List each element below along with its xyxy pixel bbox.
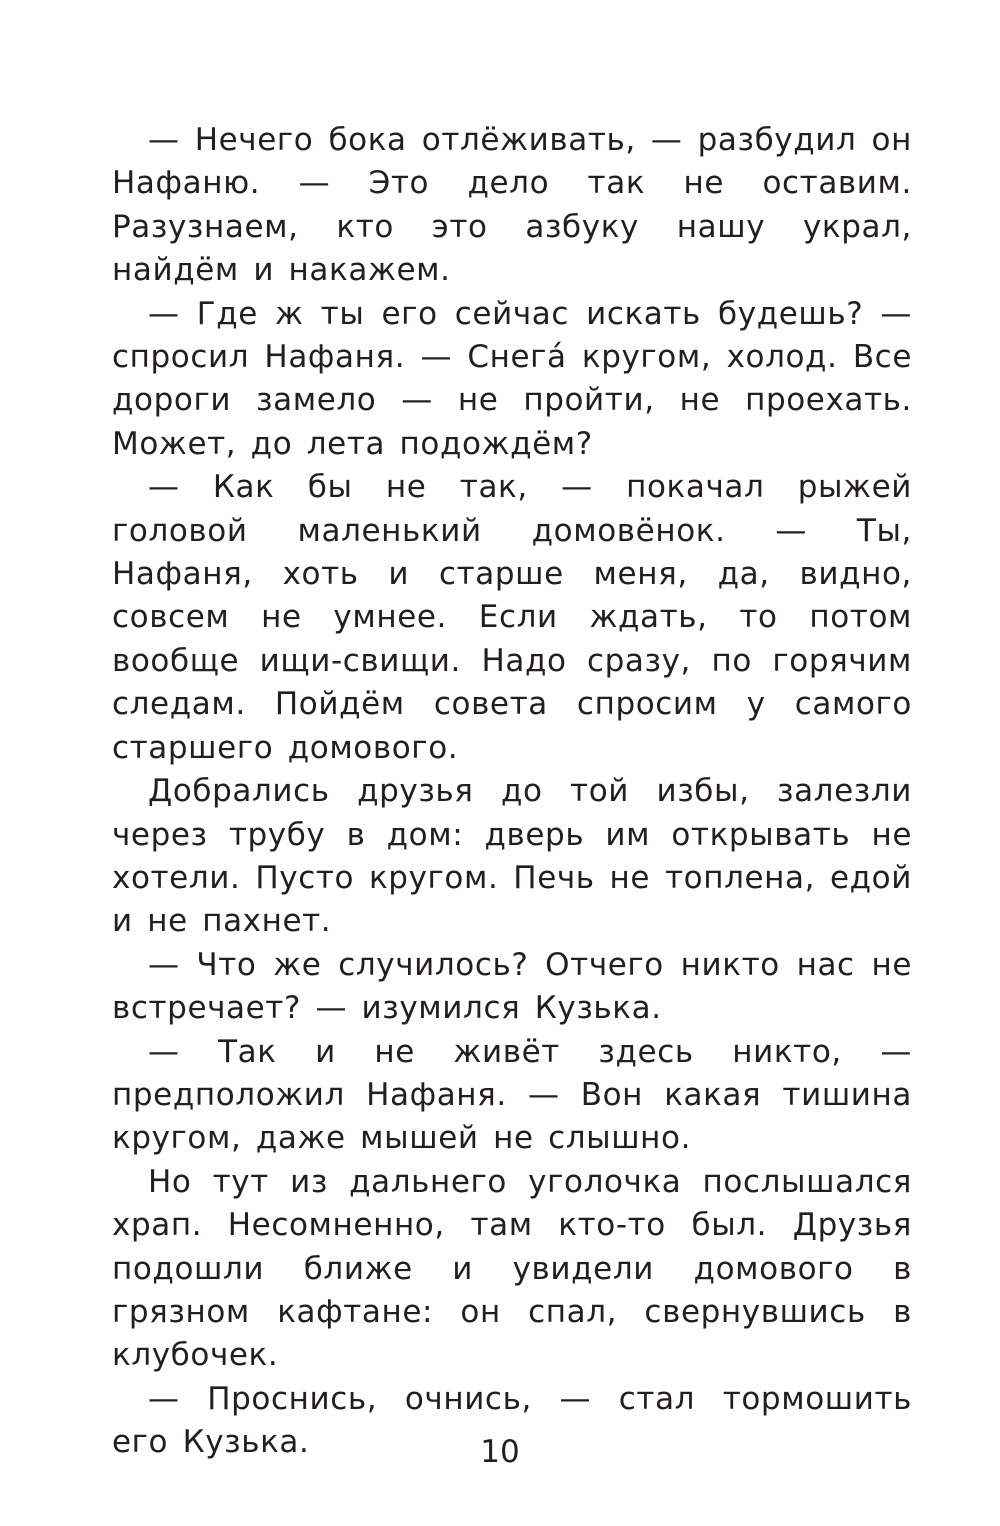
paragraph: — Так и не живёт здесь никто, — предположил Нафаня. — Вон какая тишина кругом, даже мышей не слышно. [112,1033,912,1157]
paragraph: — Нечего бока отлёживать, — разбудил он Нафаню. — Это дело так не оставим. Разузнаем, кто это азбуку нашу украл, найдём и накажем. [112,122,912,289]
paragraph: — Что же случилось? Отчего никто нас не встречает? — изумился Кузька. [112,946,912,1027]
page-number: 10 [480,1434,520,1470]
body-text [112,119,912,1465]
paragraph: — Где ж ты его сейчас искать будешь? — спросил Нафаня. — Снега́ кругом, холод. Все дороги замело — не пройти, не проехать. Может, до лета подождём? [112,295,912,462]
paragraph: — Как бы не так, — покачал рыжей головой маленький домовёнок. — Ты, Нафаня, хоть и старше меня, да, видно, совсем не умнее. Если ждать, то потом вообще ищи-свищи. Надо сразу, по горячим следам. Пойдём совета спросим у самого старшего домового. [112,469,912,766]
paragraph: — Проснись, очнись, — стал тормошить его Кузька. [112,1380,912,1461]
paragraph: Добрались друзья до той избы, залезли через трубу в дом: дверь им открывать не хотели. Пусто кругом. Печь не топлена, едой и не пахнет. [112,773,912,940]
paragraph: Но тут из дальнего уголочка послышался храп. Несомненно, там кто-то был. Друзья подошли ближе и увидели домового в грязном кафтане: он спал, свернувшись в клубочек. [112,1163,912,1374]
